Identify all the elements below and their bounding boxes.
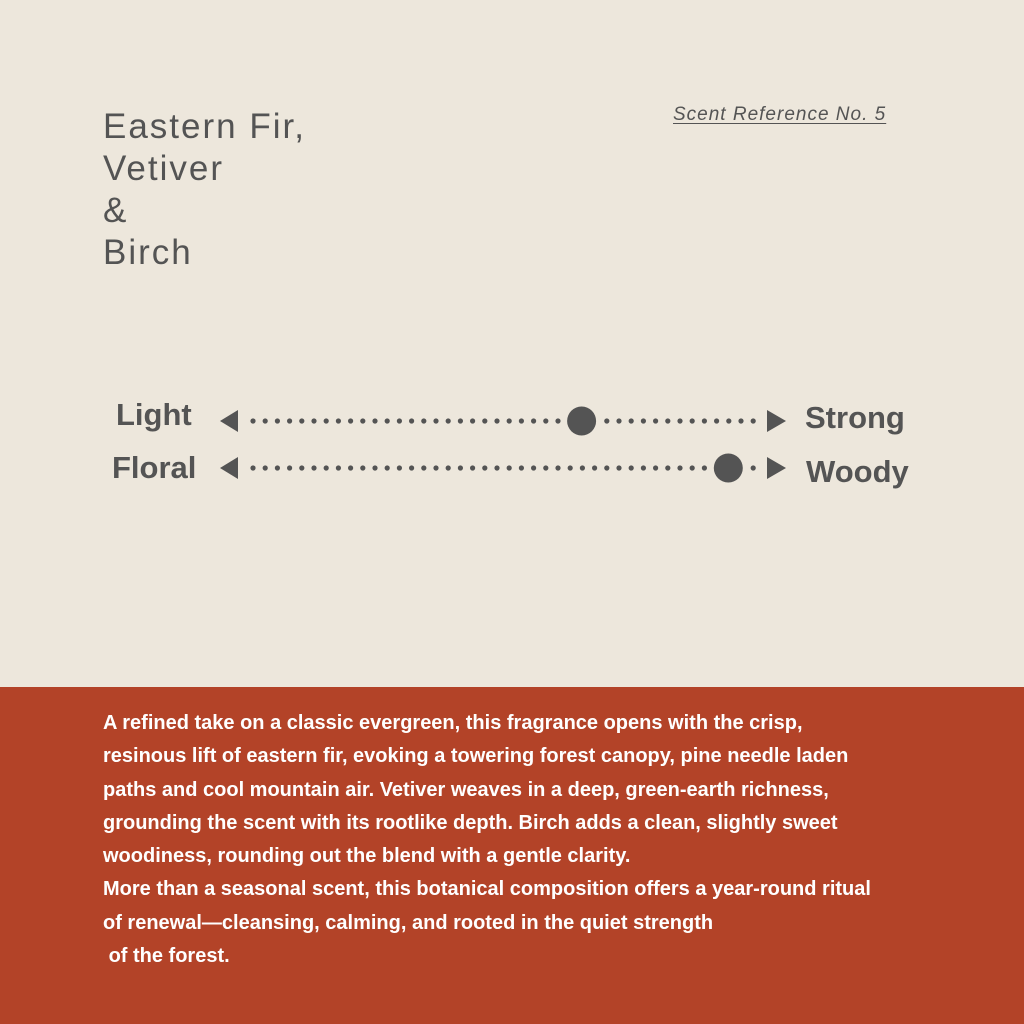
track-dot bbox=[372, 465, 377, 470]
scent-title bbox=[103, 106, 306, 274]
track-dot bbox=[336, 465, 341, 470]
scale-light-strong bbox=[0, 397, 1024, 440]
track-dot bbox=[641, 465, 646, 470]
track-dot bbox=[531, 465, 536, 470]
track-dot bbox=[421, 465, 426, 470]
track-dot bbox=[543, 465, 548, 470]
track-dot bbox=[555, 418, 560, 423]
track-dot bbox=[311, 418, 316, 423]
track-dot bbox=[421, 418, 426, 423]
track-dot bbox=[250, 465, 255, 470]
track-dot bbox=[519, 465, 524, 470]
track-dot bbox=[726, 418, 731, 423]
scale-floral-woody bbox=[0, 448, 1024, 488]
track-dot bbox=[738, 418, 743, 423]
track-dot bbox=[531, 418, 536, 423]
track-dot bbox=[604, 465, 609, 470]
track-dot bbox=[665, 418, 670, 423]
track-dot bbox=[519, 418, 524, 423]
track-dot bbox=[360, 418, 365, 423]
track-dot bbox=[409, 465, 414, 470]
description-panel bbox=[0, 687, 1024, 1024]
track-dot bbox=[458, 465, 463, 470]
scale-knob bbox=[567, 407, 596, 436]
track-dot bbox=[702, 418, 707, 423]
track-dot bbox=[470, 465, 475, 470]
track-dot bbox=[311, 465, 316, 470]
track-dot bbox=[299, 418, 304, 423]
track-dot bbox=[592, 465, 597, 470]
track-dot bbox=[470, 418, 475, 423]
track-dot bbox=[287, 418, 292, 423]
track-dot bbox=[348, 418, 353, 423]
track-dot bbox=[458, 418, 463, 423]
track-dot bbox=[385, 465, 390, 470]
track-dot bbox=[482, 418, 487, 423]
track-dot bbox=[433, 465, 438, 470]
track-dot bbox=[690, 418, 695, 423]
track-dot bbox=[299, 465, 304, 470]
track-dot bbox=[543, 418, 548, 423]
description-line: resinous lift of eastern fir, evoking a towering forest canopy, pine needle laden bbox=[103, 745, 849, 768]
track-dot bbox=[714, 418, 719, 423]
track-dot bbox=[751, 465, 756, 470]
track-dot bbox=[397, 418, 402, 423]
title-line: Birch bbox=[103, 233, 193, 272]
track-dot bbox=[372, 418, 377, 423]
track-dot bbox=[702, 465, 707, 470]
description-line: paths and cool mountain air. Vetiver weaves in a deep, green-earth richness, bbox=[103, 778, 829, 801]
track-dot bbox=[324, 418, 329, 423]
description-line: A refined take on a classic evergreen, this fragrance opens with the crisp, bbox=[103, 712, 803, 734]
track-dot bbox=[751, 418, 756, 423]
scale-track bbox=[215, 448, 795, 488]
track-dot bbox=[409, 418, 414, 423]
track-dot bbox=[482, 465, 487, 470]
track-dot bbox=[629, 418, 634, 423]
title-line: Vetiver bbox=[103, 149, 224, 188]
scale-knob bbox=[714, 454, 743, 483]
track-dot bbox=[641, 418, 646, 423]
track-dot bbox=[604, 418, 609, 423]
track-dot bbox=[446, 465, 451, 470]
track-dot bbox=[275, 465, 280, 470]
description-line: grounding the scent with its rootlike depth. Birch adds a clean, slightly sweet bbox=[103, 811, 838, 834]
track-dot bbox=[263, 418, 268, 423]
track-dot bbox=[555, 465, 560, 470]
track-dot bbox=[348, 465, 353, 470]
track-dot bbox=[324, 465, 329, 470]
description-line: of the forest. bbox=[103, 945, 230, 968]
track-dot bbox=[653, 465, 658, 470]
description-line: woodiness, rounding out the blend with a gentle clarity. bbox=[103, 845, 631, 868]
title-line: Eastern Fir, bbox=[103, 107, 306, 146]
track-dot bbox=[494, 465, 499, 470]
track-dot bbox=[677, 465, 682, 470]
track-dot bbox=[568, 465, 573, 470]
scent-reference: Scent Reference No. 5 bbox=[673, 104, 887, 125]
description-line: More than a seasonal scent, this botanical composition offers a year-round ritual bbox=[103, 878, 871, 901]
track-dot bbox=[507, 465, 512, 470]
scale-left-label: Floral bbox=[112, 450, 197, 485]
track-dot bbox=[360, 465, 365, 470]
arrow-right-icon bbox=[767, 410, 786, 432]
track-dot bbox=[580, 465, 585, 470]
scale-right-label: Woody bbox=[806, 454, 909, 489]
track-dot bbox=[665, 465, 670, 470]
track-dot bbox=[616, 418, 621, 423]
track-dot bbox=[653, 418, 658, 423]
track-dot bbox=[433, 418, 438, 423]
description-line: of renewal—cleansing, calming, and rooted in the quiet strength bbox=[103, 911, 714, 934]
title-line: & bbox=[103, 191, 129, 230]
scale-track bbox=[215, 400, 795, 440]
track-dot bbox=[336, 418, 341, 423]
track-dot bbox=[446, 418, 451, 423]
arrow-left-icon bbox=[220, 457, 238, 479]
track-dot bbox=[677, 418, 682, 423]
arrow-right-icon bbox=[767, 457, 786, 479]
track-dot bbox=[263, 465, 268, 470]
arrow-left-icon bbox=[220, 410, 238, 432]
track-dot bbox=[507, 418, 512, 423]
track-dot bbox=[385, 418, 390, 423]
description bbox=[103, 707, 983, 973]
track-dot bbox=[397, 465, 402, 470]
scale-right-label: Strong bbox=[805, 400, 905, 435]
scale-left-label: Light bbox=[116, 397, 192, 432]
track-dot bbox=[275, 418, 280, 423]
track-dot bbox=[250, 418, 255, 423]
track-dot bbox=[616, 465, 621, 470]
track-dot bbox=[287, 465, 292, 470]
track-dot bbox=[494, 418, 499, 423]
track-dot bbox=[690, 465, 695, 470]
track-dot bbox=[629, 465, 634, 470]
